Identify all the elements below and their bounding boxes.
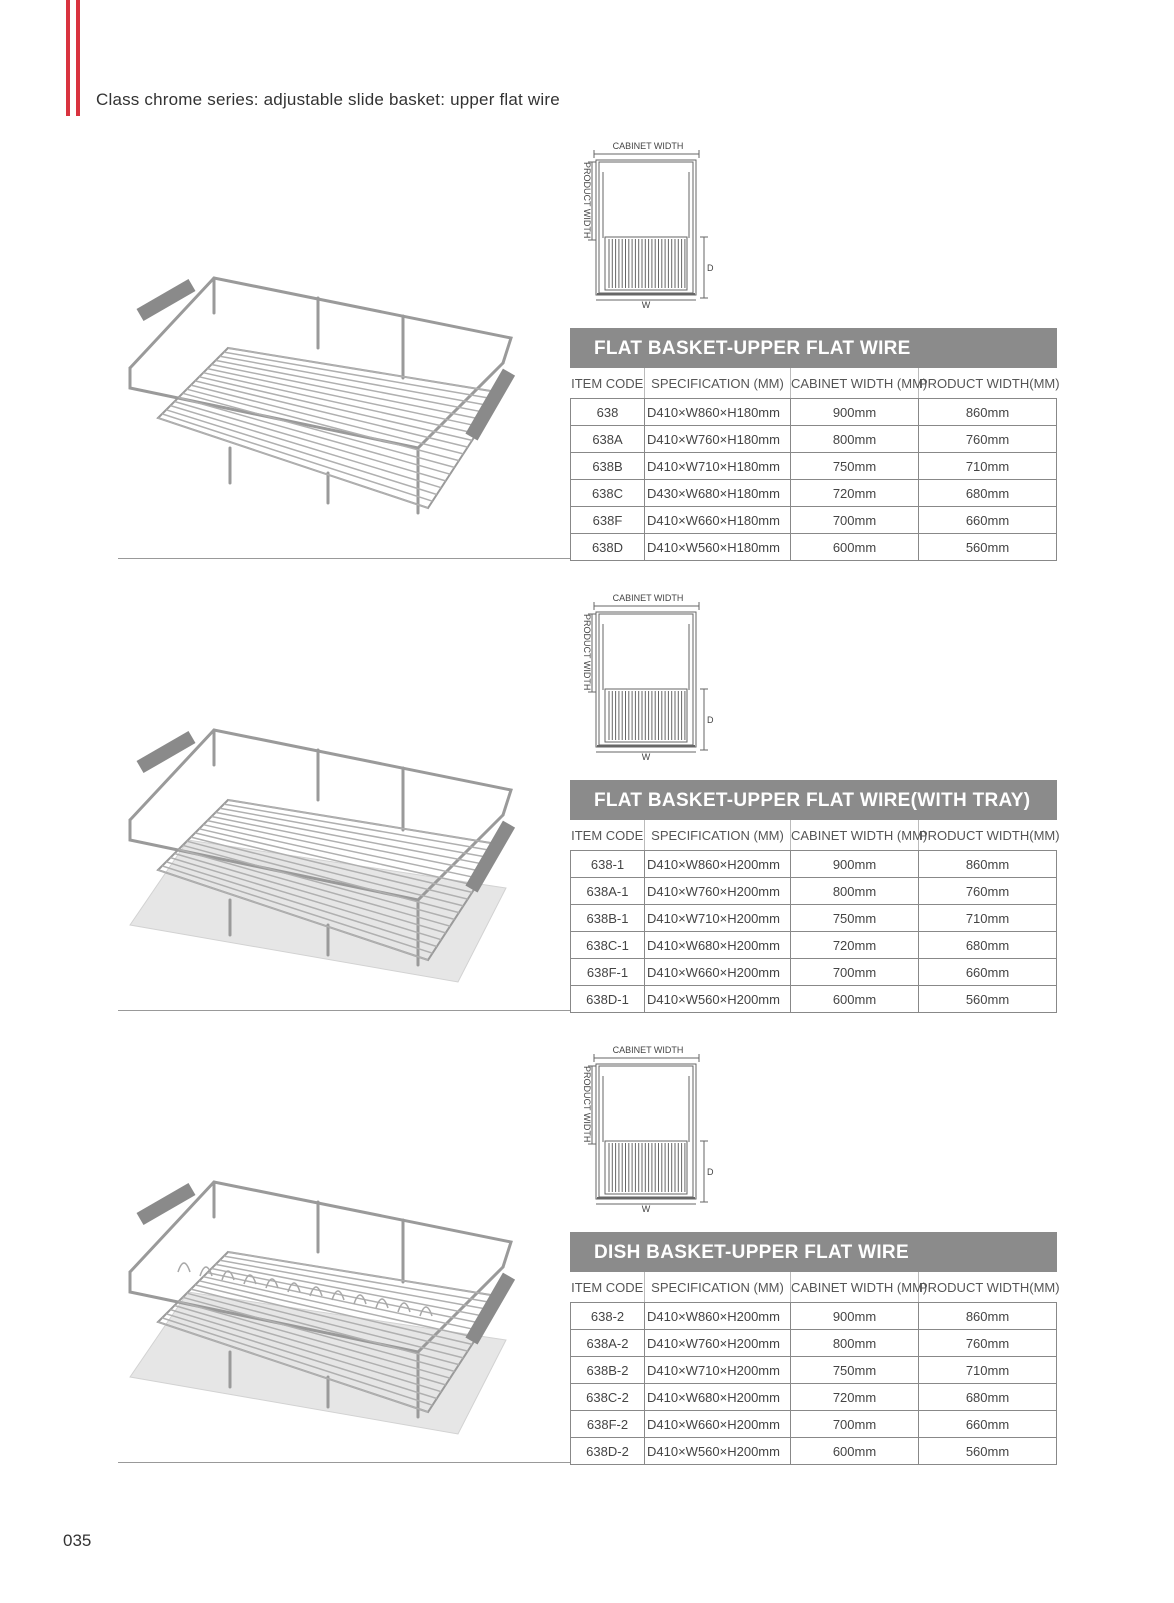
cabinet-width-cell: 900mm [791,399,919,426]
specification-cell: D410×W860×H200mm [645,851,791,878]
product-width-cell: 660mm [919,1411,1057,1438]
column-header: CABINET WIDTH (MM) [791,820,919,851]
table-row [571,1303,1057,1330]
cabinet-width-cell: 900mm [791,1303,919,1330]
cabinet-width-cell: 600mm [791,986,919,1013]
section-divider [118,1010,570,1011]
specification-cell: D410×W710×H180mm [645,453,791,480]
column-header: CABINET WIDTH (MM) [791,368,919,399]
specification-cell: D410×W860×H180mm [645,399,791,426]
product-photo [118,1122,538,1452]
item-code-cell: 638B-2 [571,1357,645,1384]
cabinet-width-label: CABINET WIDTH [612,141,684,151]
table-title: FLAT BASKET-UPPER FLAT WIRE(WITH TRAY) [570,780,1057,820]
table-row [571,399,1057,426]
column-header: SPECIFICATION (MM) [645,368,791,399]
item-code-cell: 638C-1 [571,932,645,959]
specification-cell: D410×W680×H200mm [645,1384,791,1411]
item-code-cell: 638B-1 [571,905,645,932]
product-width-cell: 560mm [919,986,1057,1013]
width-label: W [641,1204,651,1214]
cabinet-width-cell: 600mm [791,1438,919,1465]
table-title: FLAT BASKET-UPPER FLAT WIRE [570,328,1057,368]
depth-label: D [707,1167,714,1177]
specification-cell: D410×W710×H200mm [645,1357,791,1384]
wire-basket-photo [118,218,538,548]
specification-cell: D410×W760×H200mm [645,878,791,905]
specification-cell: D410×W860×H200mm [645,1303,791,1330]
cabinet-width-cell: 750mm [791,905,919,932]
product-width-cell: 680mm [919,932,1057,959]
table-row [571,851,1057,878]
specification-cell: D410×W760×H180mm [645,426,791,453]
depth-label: D [707,263,714,273]
item-code-cell: 638D-2 [571,1438,645,1465]
column-header: CABINET WIDTH (MM) [791,1272,919,1303]
table-row [571,1411,1057,1438]
cabinet-width-cell: 700mm [791,1411,919,1438]
product-width-cell: 760mm [919,1330,1057,1357]
item-code-cell: 638 [571,399,645,426]
table-row [571,534,1057,561]
spec-table [570,780,1060,1013]
section-divider [118,1462,570,1463]
cabinet-width-cell: 720mm [791,1384,919,1411]
item-code-cell: 638-2 [571,1303,645,1330]
cabinet-width-cell: 720mm [791,480,919,507]
dimension-diagram-wrap [582,590,732,762]
dish-basket-photo [118,1122,538,1452]
item-code-cell: 638F-2 [571,1411,645,1438]
product-width-cell: 710mm [919,453,1057,480]
cabinet-width-cell: 800mm [791,878,919,905]
table-row [571,986,1057,1013]
product-width-label: PRODUCT WIDTH [582,614,592,691]
item-code-cell: 638A [571,426,645,453]
column-header: ITEM CODE [571,368,645,399]
width-label: W [641,300,651,310]
cabinet-width-cell: 900mm [791,851,919,878]
cabinet-width-cell: 720mm [791,932,919,959]
product-section [0,590,1174,1040]
specification-cell: D410×W760×H200mm [645,1330,791,1357]
table-row [571,1384,1057,1411]
spec-table [570,1232,1060,1465]
item-code-cell: 638C-2 [571,1384,645,1411]
specification-cell: D410×W560×H200mm [645,1438,791,1465]
cabinet-width-label: CABINET WIDTH [612,593,684,603]
product-width-cell: 860mm [919,399,1057,426]
table-header-row [571,1272,1057,1303]
width-label: W [641,752,651,762]
column-header: SPECIFICATION (MM) [645,1272,791,1303]
table-header-row [571,368,1057,399]
item-code-cell: 638A-1 [571,878,645,905]
cabinet-width-label: CABINET WIDTH [612,1045,684,1055]
product-width-cell: 680mm [919,480,1057,507]
product-photo [118,670,538,1000]
product-width-cell: 760mm [919,878,1057,905]
product-width-cell: 710mm [919,1357,1057,1384]
column-header: ITEM CODE [571,820,645,851]
product-width-cell: 860mm [919,1303,1057,1330]
item-code-cell: 638D-1 [571,986,645,1013]
table-title: DISH BASKET-UPPER FLAT WIRE [570,1232,1057,1272]
accent-bar-right [76,0,80,116]
table-row [571,1357,1057,1384]
product-width-cell: 660mm [919,959,1057,986]
depth-label: D [707,715,714,725]
item-code-cell: 638B [571,453,645,480]
table-row [571,507,1057,534]
dimension-diagram [582,1042,732,1214]
table-row [571,480,1057,507]
item-code-cell: 638F-1 [571,959,645,986]
dimension-diagram-wrap [582,138,732,310]
product-width-cell: 660mm [919,507,1057,534]
product-section [0,1042,1174,1492]
column-header: ITEM CODE [571,1272,645,1303]
column-header: SPECIFICATION (MM) [645,820,791,851]
cabinet-width-cell: 700mm [791,959,919,986]
specification-cell: D410×W660×H180mm [645,507,791,534]
product-width-cell: 860mm [919,851,1057,878]
specification-cell: D410×W560×H180mm [645,534,791,561]
product-width-label: PRODUCT WIDTH [582,162,592,239]
page-title: Class chrome series: adjustable slide basket: upper flat wire [96,90,560,109]
specification-cell: D410×W660×H200mm [645,959,791,986]
specification-cell: D410×W710×H200mm [645,905,791,932]
page-number: 035 [63,1531,92,1550]
cabinet-width-cell: 750mm [791,1357,919,1384]
item-code-cell: 638D [571,534,645,561]
item-code-cell: 638A-2 [571,1330,645,1357]
specification-cell: D410×W560×H200mm [645,986,791,1013]
cabinet-width-cell: 600mm [791,534,919,561]
cabinet-width-cell: 800mm [791,426,919,453]
item-code-cell: 638-1 [571,851,645,878]
column-header: PRODUCT WIDTH(MM) [919,1272,1057,1303]
cabinet-width-cell: 700mm [791,507,919,534]
accent-bar-left [66,0,70,116]
table-header-row [571,820,1057,851]
dimension-diagram [582,590,732,762]
column-header: PRODUCT WIDTH(MM) [919,368,1057,399]
product-section [0,138,1174,588]
item-code-cell: 638F [571,507,645,534]
wire-basket-photo [118,670,538,1000]
spec-table [570,328,1060,561]
table-row [571,426,1057,453]
product-width-label: PRODUCT WIDTH [582,1066,592,1143]
item-code-cell: 638C [571,480,645,507]
product-width-cell: 680mm [919,1384,1057,1411]
specification-cell: D410×W680×H200mm [645,932,791,959]
cabinet-width-cell: 750mm [791,453,919,480]
specification-cell: D430×W680×H180mm [645,480,791,507]
table-row [571,932,1057,959]
table-row [571,453,1057,480]
product-width-cell: 760mm [919,426,1057,453]
table-row [571,878,1057,905]
dimension-diagram-wrap [582,1042,732,1214]
table-row [571,1438,1057,1465]
column-header: PRODUCT WIDTH(MM) [919,820,1057,851]
product-width-cell: 710mm [919,905,1057,932]
product-photo [118,218,538,548]
cabinet-width-cell: 800mm [791,1330,919,1357]
table-row [571,1330,1057,1357]
table-row [571,905,1057,932]
dimension-diagram [582,138,732,310]
section-divider [118,558,570,559]
product-width-cell: 560mm [919,1438,1057,1465]
specification-cell: D410×W660×H200mm [645,1411,791,1438]
table-row [571,959,1057,986]
product-width-cell: 560mm [919,534,1057,561]
